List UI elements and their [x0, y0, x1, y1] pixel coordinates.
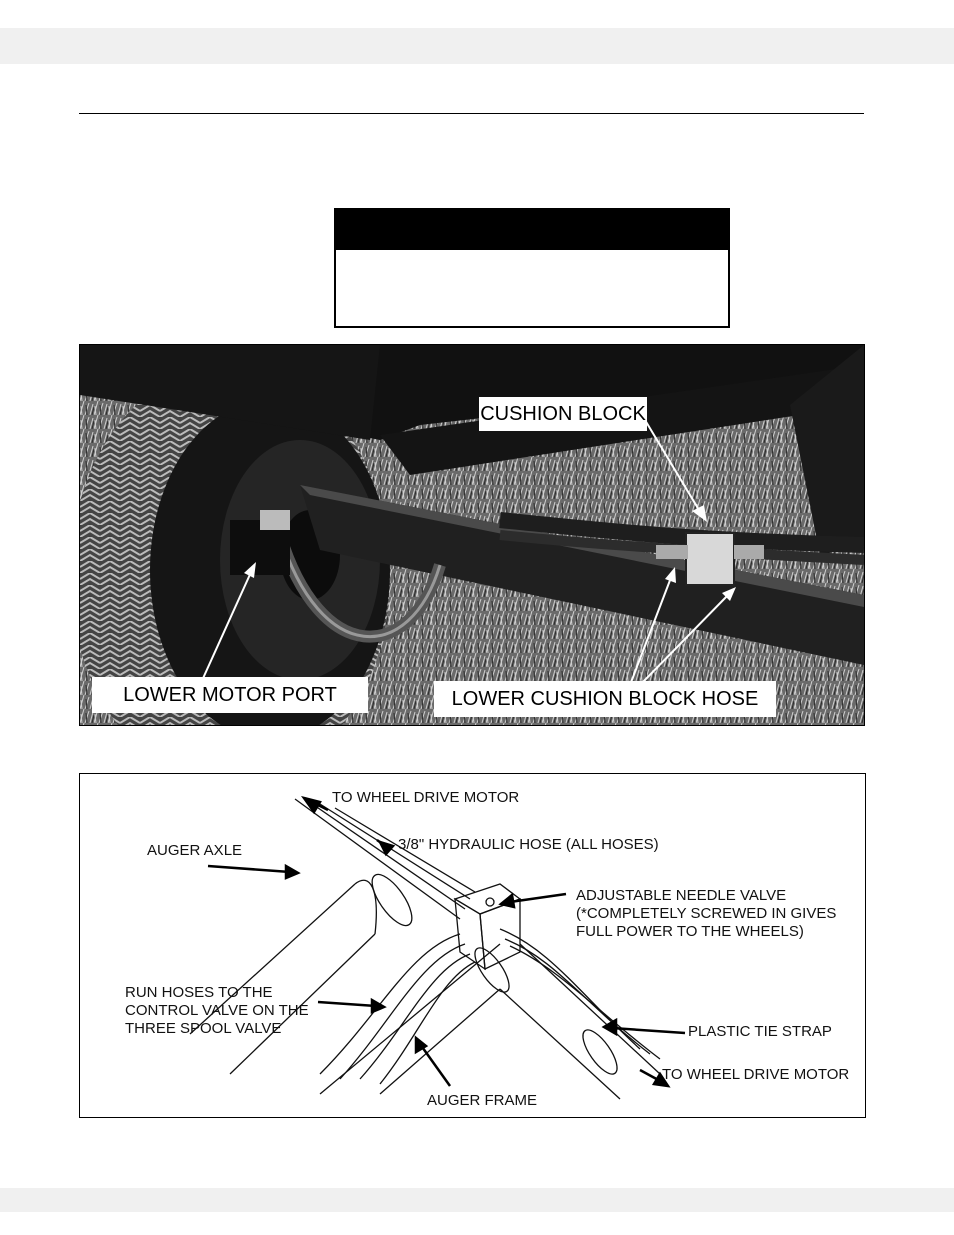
label-needle-valve-2: (*COMPLETELY SCREWED IN GIVES: [576, 905, 837, 922]
footer-band: [0, 1188, 954, 1212]
header-band: [0, 28, 954, 64]
label-auger-axle: AUGER AXLE: [147, 842, 243, 859]
hookup-diagram: [79, 773, 866, 1118]
label-auger-frame: AUGER FRAME: [427, 1092, 538, 1109]
label-plastic-tie-strap: PLASTIC TIE STRAP: [688, 1023, 832, 1040]
callout-cushion-block: CUSHION BLOCK: [479, 397, 647, 431]
label-run-hoses-1: RUN HOSES TO THE: [125, 984, 273, 1001]
label-hydraulic-hose: 3/8" HYDRAULIC HOSE (ALL HOSES): [398, 836, 659, 853]
label-needle-valve-1: ADJUSTABLE NEEDLE VALVE: [576, 887, 787, 904]
hydraulic-photo: [79, 344, 865, 726]
notice-box: [334, 208, 730, 328]
header-rule: [79, 113, 864, 114]
notice-body: [336, 250, 728, 266]
callout-lower-motor-port: LOWER MOTOR PORT: [92, 677, 368, 713]
label-run-hoses-3: THREE SPOOL VALVE: [125, 1020, 282, 1037]
notice-heading: [336, 210, 728, 250]
photo-illustration: [80, 345, 864, 725]
label-needle-valve-3: FULL POWER TO THE WHEELS): [576, 923, 804, 940]
label-to-wheel-drive-motor-top: TO WHEEL DRIVE MOTOR: [332, 789, 520, 806]
label-to-wheel-drive-motor-bottom: TO WHEEL DRIVE MOTOR: [662, 1066, 850, 1083]
callout-lower-cushion-block-hose: LOWER CUSHION BLOCK HOSE: [434, 681, 776, 717]
label-run-hoses-2: CONTROL VALVE ON THE: [125, 1002, 309, 1019]
